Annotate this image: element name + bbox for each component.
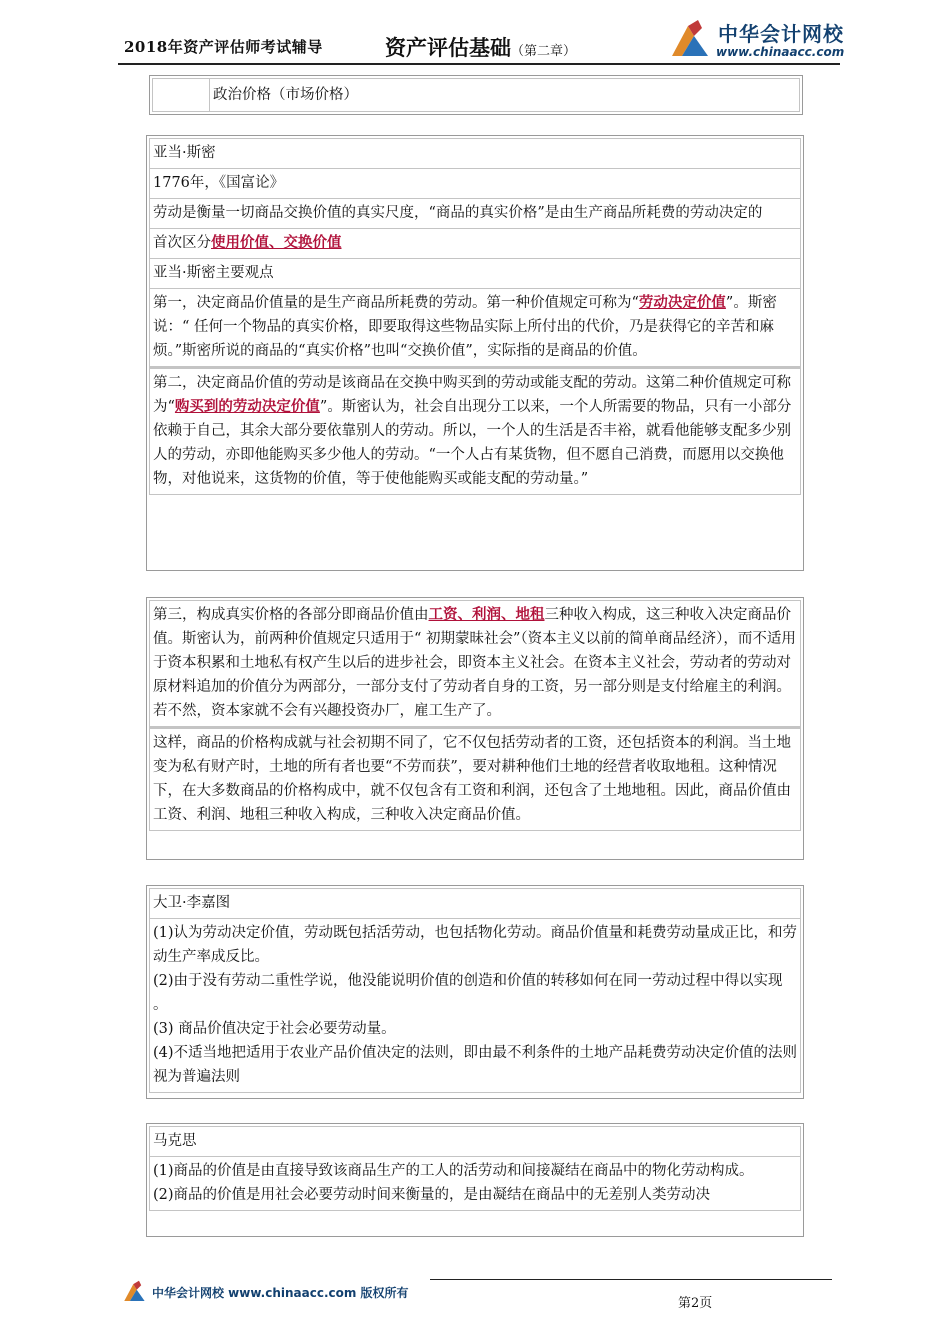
smith-labor-measure: 劳动是衡量一切商品交换价值的真实尺度，“商品的真实价格”是由生产商品所耗费的劳动决定的: [149, 199, 801, 229]
smith-point-1: [149, 289, 801, 367]
header-subject-title: [385, 32, 576, 62]
marx-point-2: (2)商品的价值是用社会必要劳动时间来衡量的，是由凝结在商品中的无差别人类劳动决: [153, 1187, 711, 1203]
smith-first-distinguish: [149, 229, 801, 259]
point-2-text-a: 第二，决定商品价值的劳动是该商品在交换中购买到的劳动或能支配的劳动。这第二种价值规定可称为“: [153, 375, 791, 415]
ricardo-point-2: (2)由于没有劳动二重性学说，他没能说明价值的创造和价值的转移如何在同一劳动过程中得以实现 。: [153, 973, 783, 1013]
header-course-title: 2018年资产评估师考试辅导: [124, 38, 323, 56]
table-political-price: [149, 75, 803, 115]
table-marx: [146, 1123, 804, 1237]
marx-point-1: (1)商品的价值是由直接导致该商品生产的工人的活劳动和间接凝结在商品中的物化劳动构成。: [153, 1163, 754, 1179]
point-1-text-b: ”。斯密说：“ 任何一个物品的真实价格，即要取得这些物品实际上所付出的代价，乃是获得它的辛苦和麻烦。”斯密所说的商品的“真实价格”也叫“交换价值”，实际指的是商品的价值。: [153, 295, 777, 359]
ricardo-points: [149, 919, 801, 1093]
point-3-text-b: 三种收入构成，这三种收入决定商品价值。斯密认为，前两种价值规定只适用于“ 初期蒙昧社会”（资本主义以前的简单商品经济），而不适用于资本积累和土地私有权产生以后的进步社会，即资本主义社会。在资本主义社会，劳动者的劳动对原材料追加的价值分为两部分，一部分支付了劳动者自身的工资，另一部分则是支付给雇主的利润。若不然，资本家就不会有兴趣投资办厂，雇工生产了。: [153, 607, 796, 719]
page-number: 第2页: [678, 1296, 713, 1311]
chapter-label: （第二章）: [511, 44, 577, 59]
ricardo-point-1: (1)认为劳动决定价值，劳动既包括活劳动，也包括物化劳动。商品价值量和耗费劳动量成正比，和劳动生产率成反比。: [153, 925, 798, 965]
first-distinguish-highlight: 使用价值、交换价值: [211, 234, 342, 251]
point-1-highlight: 劳动决定价值: [638, 294, 726, 311]
smith-point-4: 这样，商品的价格构成就与社会初期不同了，它不仅包括劳动者的工资，还包括资本的利润。当土地变为私有财产时，土地的所有者也要“不劳而获”，要对耕种他们土地的经营者收取地租。这种情况下，在大多数商品的价格构成中，就不仅包含有工资和利润，还包含了土地地租。因此，商品价值由工资、利润、地租三种收入构成，三种收入决定商品价值。: [149, 727, 801, 831]
empty-cell: [152, 78, 210, 112]
first-distinguish-prefix: 首次区分: [153, 235, 211, 251]
ricardo-point-3: (3) 商品价值决定于社会必要劳动量。: [153, 1021, 396, 1037]
smith-year-book: 1776年，《国富论》: [149, 169, 801, 199]
smith-point-3: [149, 600, 801, 727]
footer-copyright: 中华会计网校 www.chinaacc.com 版权所有: [152, 1286, 409, 1300]
political-price-cell: 政治价格（市场价格）: [210, 78, 800, 112]
point-1-text-a: 第一，决定商品价值量的是生产商品所耗费的劳动。第一种价值规定可称为“: [153, 295, 639, 311]
footer-logo-icon: [122, 1280, 148, 1304]
ricardo-name: 大卫·李嘉图: [149, 888, 801, 919]
marx-name: 马克思: [149, 1126, 801, 1157]
logo-url: www.chinaacc.com: [716, 45, 845, 59]
site-logo: [668, 16, 848, 64]
footer-divider: [430, 1279, 832, 1280]
footer-brand: [122, 1280, 442, 1310]
subject-name: 资产评估基础: [385, 35, 511, 60]
smith-views-title: 亚当·斯密主要观点: [149, 259, 801, 289]
point-3-highlight: 工资、利润、地租: [428, 606, 545, 623]
ricardo-point-4: (4)不适当地把适用于农业产品价值决定的法则，即由最不利条件的土地产品耗费劳动决定价值的法则视为普遍法则: [153, 1045, 798, 1085]
point-3-text-a: 第三，构成真实价格的各部分即商品价值由: [153, 607, 429, 623]
smith-point-2: [149, 367, 801, 495]
logo-name: 中华会计网校: [718, 22, 844, 46]
table-adam-smith: [146, 135, 804, 571]
point-2-text-b: ”。斯密认为，社会自出现分工以来，一个人所需要的物品，只有一小部分依赖于自己，其余大部分要依靠别人的劳动。所以，一个人的生活是否丰裕，就看他能够支配多少别人的劳动，亦即他能购买多少他人的劳动。“一个人占有某货物，但不愿自己消费，而愿用以交换他物，对他说来，这货物的价值，等于使他能购买或能支配的劳动量。”: [153, 399, 792, 487]
smith-name: 亚当·斯密: [149, 138, 801, 169]
table-ricardo: [146, 885, 804, 1099]
logo-icon: [668, 20, 714, 60]
point-2-highlight: 购买到的劳动决定价值: [174, 398, 320, 415]
table-smith-third: [146, 597, 804, 860]
marx-points: [149, 1157, 801, 1211]
